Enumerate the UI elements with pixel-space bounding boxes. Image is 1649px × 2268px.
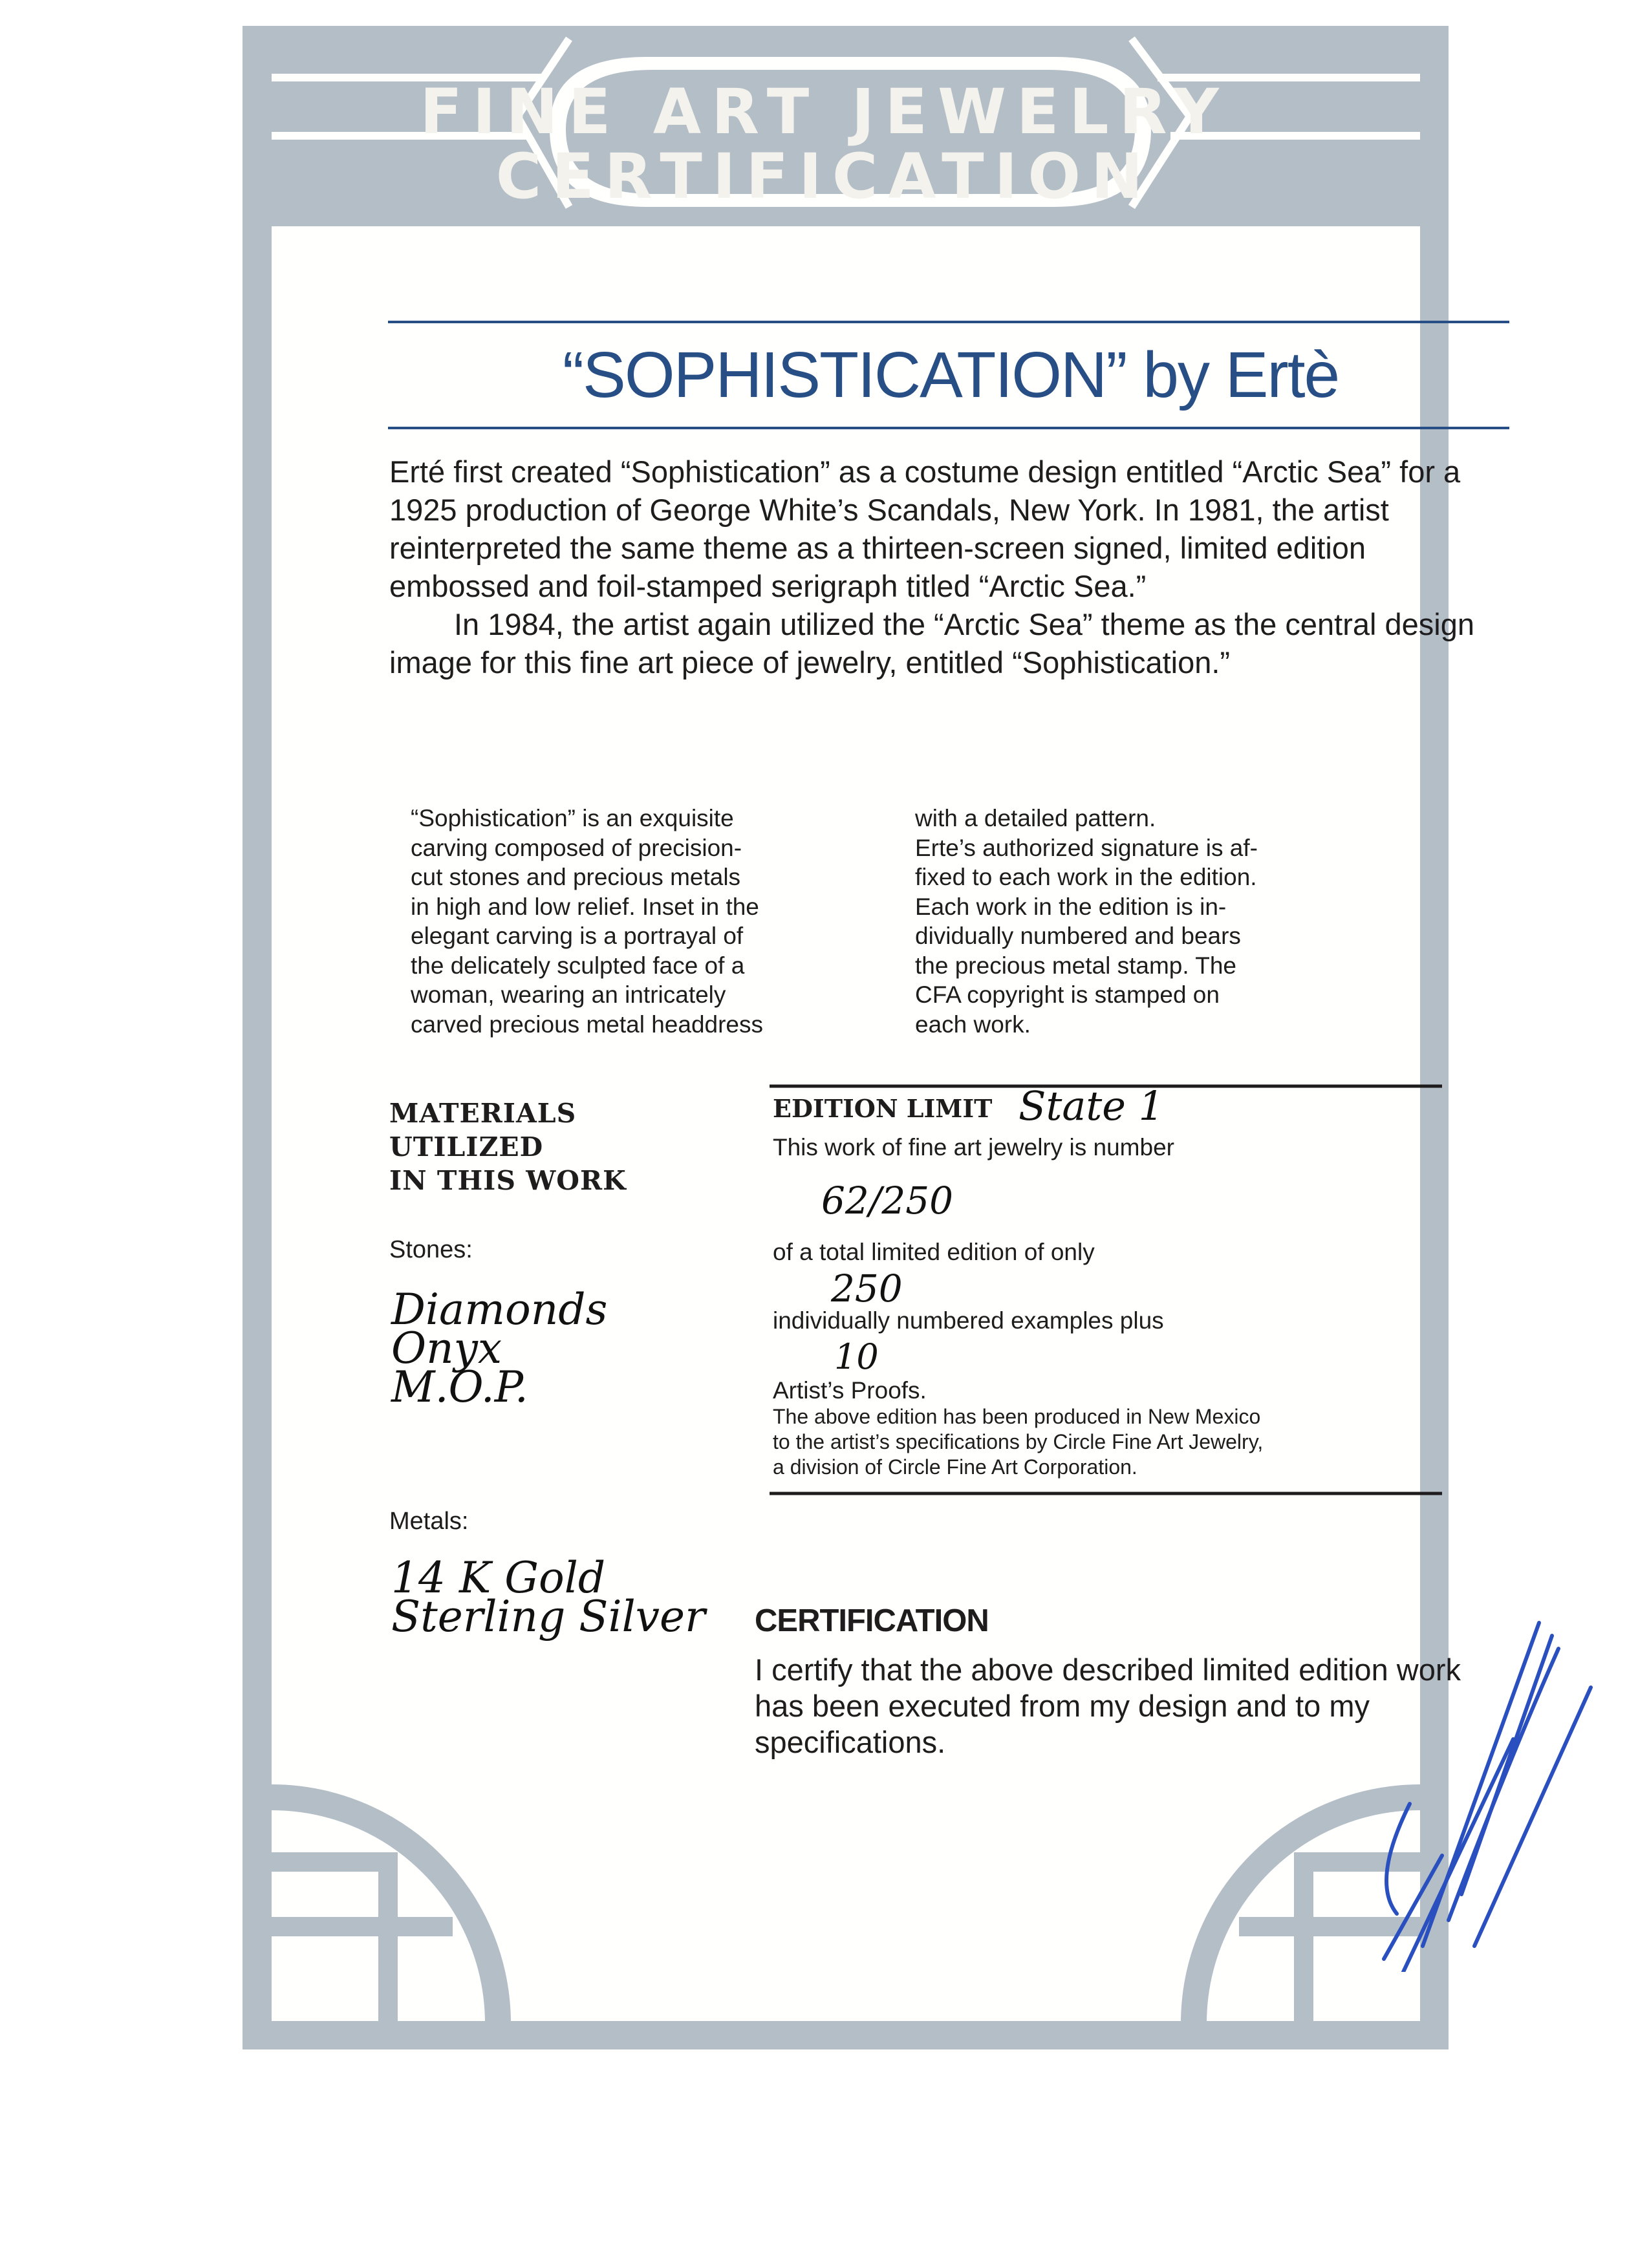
- description-line: dividually numbered and bears: [915, 923, 1241, 949]
- description-line: each work.: [915, 1011, 1031, 1038]
- header-line-1: FINE ART JEWELRY: [420, 76, 1229, 148]
- description-line: with a detailed pattern.: [915, 805, 1156, 831]
- edition-note-line: to the artist’s specifications by Circle Fine Art Jewelry,: [773, 1430, 1264, 1453]
- edition-note-line: a division of Circle Fine Art Corporation.: [773, 1455, 1137, 1479]
- description-line: fixed to each work in the edition.: [915, 864, 1257, 890]
- materials-heading-line: UTILIZED: [389, 1131, 544, 1162]
- edition-note: [773, 1404, 1263, 1480]
- certification-heading: CERTIFICATION: [755, 1603, 989, 1638]
- intro-text: [389, 453, 1489, 681]
- materials-heading: [389, 1097, 627, 1197]
- description-line: Each work in the edition is in-: [915, 893, 1227, 920]
- edition-text-line-1: This work of fine art jewelry is number: [773, 1134, 1174, 1161]
- intro-paragraph-2: In 1984, the artist again utilized the “Arctic Sea” theme as the central design image for this fine art piece of jewelry, entitled “Sophistication.”: [389, 607, 1474, 679]
- description-line: CFA copyright is stamped on: [915, 981, 1220, 1008]
- description-line: carving composed of precision-: [411, 834, 742, 861]
- metal-value: Sterling Silver: [391, 1592, 706, 1642]
- edition-proofs: 10: [834, 1336, 879, 1377]
- artist-signature: [1345, 1610, 1604, 1972]
- edition-limit-label: EDITION LIMIT: [773, 1094, 993, 1123]
- description-line: in high and low relief. Inset in the: [411, 893, 759, 920]
- edition-note-line: The above edition has been produced in New Mexico: [773, 1405, 1261, 1428]
- edition-text-line-3: individually numbered examples plus: [773, 1307, 1164, 1334]
- description-line: the delicately sculpted face of a: [411, 952, 745, 979]
- materials-heading-line: MATERIALS: [389, 1098, 577, 1129]
- metal-value: 14 K Gold: [391, 1553, 606, 1603]
- description-line: cut stones and precious metals: [411, 864, 741, 890]
- stone-value: Diamonds: [391, 1285, 608, 1334]
- certification-text: I certify that the above described limited edition work has been executed from my design and to my specifications.: [755, 1653, 1461, 1759]
- description-line: the precious metal stamp. The: [915, 952, 1237, 979]
- description-line: carved precious metal headdress: [411, 1011, 764, 1038]
- edition-text-line-2: of a total limited edition of only: [773, 1239, 1095, 1265]
- description-left-column: [411, 804, 876, 1039]
- stone-value: Onyx: [391, 1323, 502, 1373]
- intro-paragraph-1: Erté first created “Sophistication” as a costume design entitled “Arctic Sea” for a 1925 production of George White’s Scandals, New York. In 1981, the artist reinterpreted the same theme as a thirteen-screen signed, limited edition embossed and foil-stamped serigraph titled “Arctic Sea.”: [389, 455, 1461, 603]
- metals-label: Metals:: [389, 1508, 469, 1535]
- edition-total: 250: [831, 1267, 903, 1311]
- description-line: elegant carving is a portrayal of: [411, 923, 744, 949]
- header-line-2: CERTIFICATION: [495, 140, 1154, 213]
- edition-number: 62/250: [821, 1179, 954, 1223]
- description-line: “Sophistication” is an exquisite: [411, 805, 734, 831]
- description-line: woman, wearing an intricately: [411, 981, 726, 1008]
- description-right-column: [915, 804, 1381, 1039]
- stones-label: Stones:: [389, 1236, 473, 1263]
- materials-heading-line: IN THIS WORK: [389, 1165, 627, 1196]
- description-line: Erte’s authorized signature is af-: [915, 834, 1258, 861]
- edition-state: State 1: [1018, 1082, 1165, 1129]
- stone-value: M.O.P.: [391, 1362, 528, 1412]
- edition-text-line-4: Artist’s Proofs.: [773, 1377, 927, 1404]
- page-title: “SOPHISTICATION” by Ertè: [562, 339, 1339, 411]
